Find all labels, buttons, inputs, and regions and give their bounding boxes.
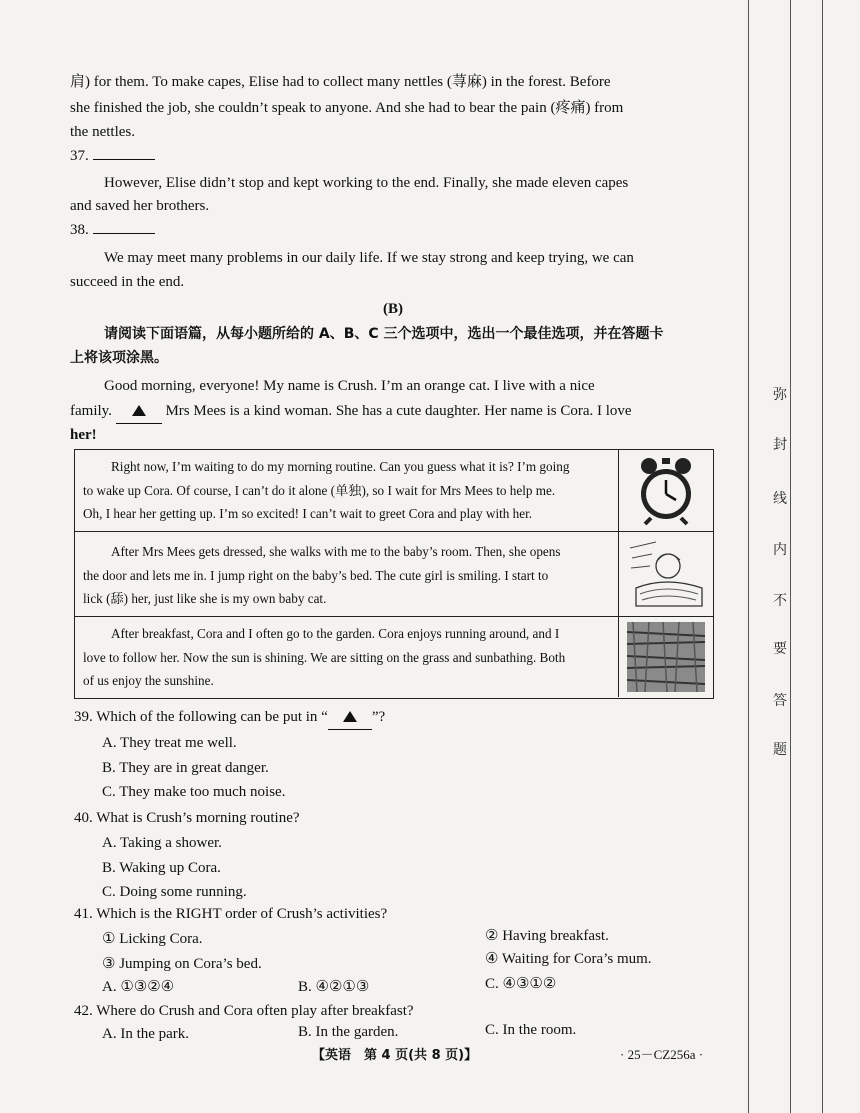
seal-char: 题 (773, 742, 787, 758)
triangle-blank (328, 705, 372, 730)
seal-char: 答 (773, 693, 787, 709)
triangle-blank (116, 399, 162, 424)
passage-line: succeed in the end. (70, 274, 185, 290)
option-c: C. ④③①② (485, 976, 557, 992)
text: Mrs Mees is a kind woman. She has a cute daughter. Her name is Cora. I love (165, 403, 632, 419)
row-text (83, 455, 615, 526)
seal-char: 内 (773, 542, 787, 558)
activity-item: ② Having breakfast. (485, 928, 609, 944)
seal-char: 要 (773, 641, 787, 657)
answer-blank (93, 219, 155, 234)
question-42-stem: 42. Where do Crush and Cora often play after breakfast? (74, 1003, 414, 1019)
seal-char: 弥 (773, 387, 787, 403)
row-text (83, 540, 615, 611)
seal-char: 封 (773, 437, 787, 453)
triangle-icon (343, 711, 357, 722)
option-a: A. They treat me well. (102, 735, 237, 751)
question-number: 37. (70, 148, 89, 164)
option-c: C. Doing some running. (102, 884, 247, 900)
instruction-line: 请阅读下面语篇，从每小题所给的 A、B、C 三个选项中，选出一个最佳选项，并在答题卡 (104, 326, 664, 342)
answer-blank (93, 145, 155, 160)
triangle-icon (132, 405, 146, 416)
passage-line-with-blank (70, 399, 632, 424)
option-b: B. Waking up Cora. (102, 860, 221, 876)
row-text (83, 622, 615, 693)
passage-line: the nettles. (70, 124, 135, 140)
row-line: After Mrs Mees gets dressed, she walks with me to the baby’s room. Then, she opens (111, 544, 561, 559)
activity-item: ③ Jumping on Cora’s bed. (102, 956, 262, 972)
row-line: lick (舔) her, just like she is my own baby cat. (83, 591, 327, 606)
row-line: After breakfast, Cora and I often go to the garden. Cora enjoys running around, and I (111, 626, 560, 641)
option-c: C. In the room. (485, 1022, 577, 1038)
passage-line: We may meet many problems in our daily life. If we stay strong and keep trying, we can (104, 250, 634, 266)
option-b: B. They are in great danger. (102, 760, 269, 776)
text: 39. Which of the following can be put in “ (74, 709, 328, 725)
passage-line: Good morning, everyone! My name is Crush. I’m an orange cat. I live with a nice (104, 378, 595, 394)
seal-border-line (790, 0, 791, 1113)
paper-code: · 25－CZ256a · (620, 1047, 704, 1062)
table-row (75, 450, 713, 532)
option-b: B. ④②①③ (298, 979, 370, 995)
garden-grass-icon (618, 617, 713, 697)
activity-item: ① Licking Cora. (102, 931, 203, 947)
option-a: A. In the park. (102, 1026, 190, 1042)
table-row (75, 617, 713, 697)
section-heading: (B) (383, 301, 403, 317)
passage-line: and saved her brothers. (70, 198, 210, 214)
activity-item: ④ Waiting for Cora’s mum. (485, 951, 652, 967)
page-footer: 【英语 第 4 页(共 8 页)】 (312, 1048, 478, 1063)
row-line: Oh, I hear her getting up. I’m so excited! I can’t wait to greet Cora and play with her. (83, 506, 533, 521)
row-line: love to follow her. Now the sun is shining. We are sitting on the grass and sunbathing. Both (83, 649, 566, 665)
row-line: the door and lets me in. I jump right on the baby’s bed. The cute girl is smiling. I start to (83, 567, 549, 583)
sleeping-baby-icon (618, 532, 713, 616)
seal-char: 不 (773, 593, 787, 609)
passage-line: she finished the job, she couldn’t speak to anyone. And she had to bear the pain (疼痛) from (70, 100, 624, 116)
option-c: C. They make too much noise. (102, 784, 286, 800)
option-a: A. ①③②④ (102, 979, 175, 995)
row-line: of us enjoy the sunshine. (83, 673, 214, 688)
text: ”? (371, 709, 386, 725)
question-38 (70, 218, 155, 242)
row-line: to wake up Cora. Of course, I can’t do it alone (单独), so I wait for Mrs Mees to help me. (83, 482, 556, 498)
table-row (75, 532, 713, 617)
passage-line: 肩) for them. To make capes, Elise had to collect many nettles (荨麻) in the forest. Before (70, 74, 611, 90)
story-table (74, 449, 714, 699)
question-37 (70, 144, 155, 168)
row-line: Right now, I’m waiting to do my morning routine. Can you guess what it is? I’m going (111, 459, 570, 474)
question-41-stem: 41. Which is the RIGHT order of Crush’s activities? (74, 906, 388, 922)
seal-border-line (748, 0, 749, 1113)
option-a: A. Taking a shower. (102, 835, 222, 851)
seal-char: 线 (773, 491, 787, 507)
option-b: B. In the garden. (298, 1024, 399, 1040)
seal-border-line (822, 0, 823, 1113)
instruction-line: 上将该项涂黑。 (70, 350, 168, 366)
alarm-clock-icon (618, 450, 713, 531)
text: family. (70, 403, 112, 419)
question-40-stem: 40. What is Crush’s morning routine? (74, 810, 300, 826)
passage-line: her! (70, 427, 97, 443)
question-39-stem (74, 705, 385, 730)
passage-line: However, Elise didn’t stop and kept working to the end. Finally, she made eleven capes (104, 175, 629, 191)
question-number: 38. (70, 222, 89, 238)
